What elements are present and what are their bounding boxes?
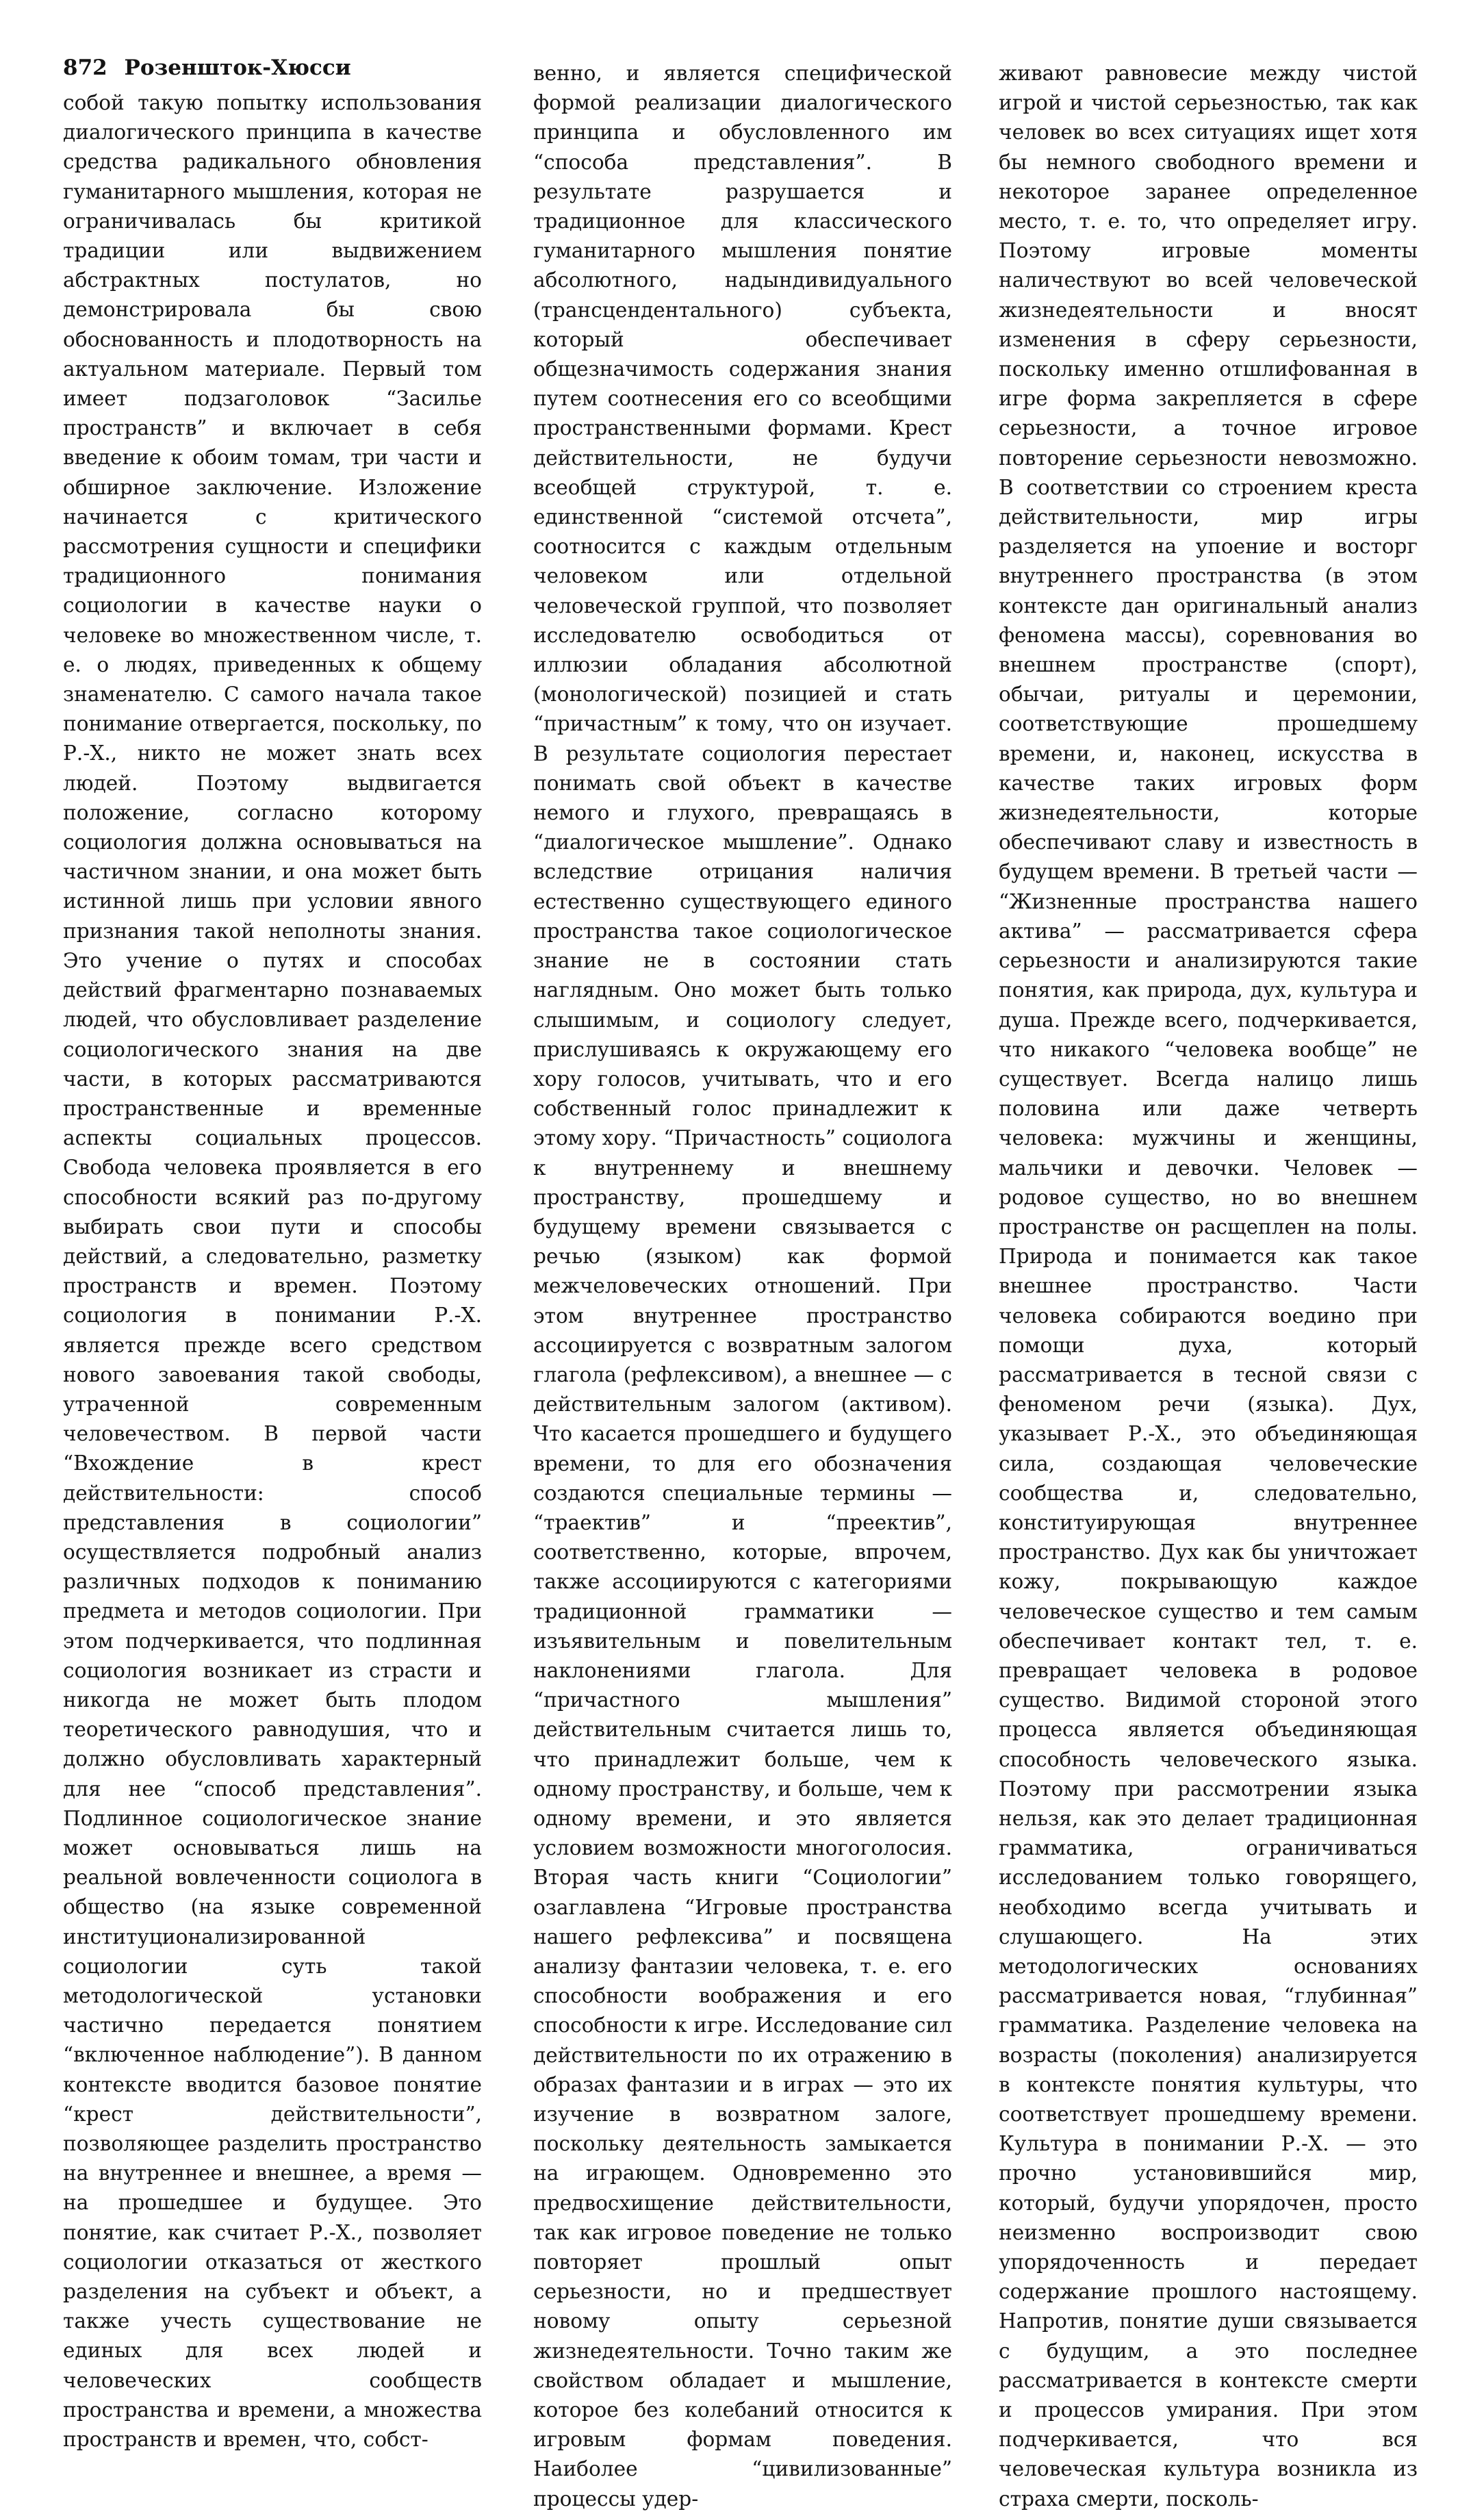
running-title: Розеншток-Хюсси	[124, 55, 351, 80]
page-header	[63, 55, 351, 80]
page-number: 872	[63, 55, 107, 80]
text-column-2: венно, и является специфической формой реализации диалогического принципа и обусловленного им “способа представления”. В результате разрушается и традиционное для классического гуманитарного мышления понятие абсолютного, надындивидуального (трансцендентального) субъекта, который обеспечивает общезначимость содержания знания путем соотнесения его со всеобщими пространственными формами. Крест действительности, не будучи всеобщей структурой, т. е. единственной “системой отсчета”, соотносится с каждым отдельным человеком или отдельной человеческой группой, что позволяет исследователю освободиться от иллюзии обладания абсолютной (монологической) позицией и стать “причастным” к тому, что он изучает. В результате социология перестает понимать свой объект в качестве немого и глухого, превращаясь в “диалогическое мышление”. Однако вследствие отрицания наличия естественно существующего единого пространства такое социологическое знание не в состоянии стать наглядным. Оно может быть только слышимым, и социологу следует, прислушиваясь к окружающему его хору голосов, учитывать, что и его собственный голос принадлежит к этому хору. “Причастность” социолога к внутреннему и внешнему пространству, прошедшему и будущему времени связывается с речью (языком) как формой межчеловеческих отношений. При этом внутреннее пространство ассоциируется с возвратным залогом глагола (рефлексивом), а внешнее — с действительным залогом (активом). Что касается прошедшего и будущего времени, то для его обозначения создаются специальные термины — “траектив” и “преектив”, соответственно, которые, впрочем, также ассоциируются с категориями традиционной грамматики — изъявительным и повелительным наклонениями глагола. Для “причастного мышления” действительным считается лишь то, что принадлежит больше, чем к одному пространству, и больше, чем к одному времени, и это является условием возможности многоголосия. Вторая часть книги “Социологии” озаглавлена “Игровые пространства нашего рефлексива” и посвящена анализу фантазии человека, т. е. его способности воображения и его способности к игре. Исследование сил действительности по их отражению в образах фантазии и в играх — это их изучение в возвратном залоге, поскольку деятельность замыкается на играющем. Одновременно это предвосхищение действительности, так как игровое поведение не только повторяет прошлый опыт серьезности, но и предшествует новому опыту серьезной жизнедеятельности. Точно таким же свойством обладает и мышление, которое без колебаний относится к игровым формам поведения. Наиболее “цивилизованные” процессы удер-	[533, 62, 952, 2511]
text-column-1: собой такую попытку использования диалогического принципа в качестве средства радикального обновления гуманитарного мышления, которая не ограничивалась бы критикой традиции или выдвижением абстрактных постулатов, но демонстрировала бы свою обоснованность и плодотворность на актуальном материале. Первый том имеет подзаголовок “Засилье пространств” и включает в себя введение к обоим томам, три части и обширное заключение. Изложение начинается с критического рассмотрения сущности и специфики традиционного понимания социологии в качестве науки о человеке во множественном числе, т. е. о людях, приведенных к общему знаменателю. С самого начала такое понимание отвергается, поскольку, по Р.-Х., никто не может знать всех людей. Поэтому выдвигается положение, согласно которому социология должна основываться на частичном знании, и она может быть истинной лишь при условии явного признания такой неполноты знания. Это учение о путях и способах действий фрагментарно познаваемых людей, что обусловливает разделение социологического знания на две части, в которых рассматриваются пространственные и временные аспекты социальных процессов. Свобода человека проявляется в его способности всякий раз по-другому выбирать свои пути и способы действий, а следовательно, разметку пространств и времен. Поэтому социология в понимании Р.-Х. является прежде всего средством нового завоевания такой свободы, утраченной современным человечеством. В первой части “Вхождение в крест действительности: способ представления в социологии” осуществляется подробный анализ различных подходов к пониманию предмета и методов социологии. При этом подчеркивается, что подлинная социология возникает из страсти и никогда не может быть плодом теоретического равнодушия, что и должно обусловливать характерный для нее “способ представления”. Подлинное социологическое знание может основываться лишь на реальной вовлеченности социолога в общество (на языке современной институционализированной социологии суть такой методологической установки частично передается понятием “включенное наблюдение”). В данном контексте вводится базовое понятие “крест действительности”, позволяющее разделить пространство на внутреннее и внешнее, а время — на прошедшее и будущее. Это понятие, как считает Р.-Х., позволяет социологии отказаться от жесткого разделения на субъект и объект, а также учесть существование не единых для всех людей и человеческих сообществ пространства и времени, а множества пространств и времен, что, собст-	[63, 91, 482, 2452]
text-column-3: живают равновесие между чистой игрой и чистой серьезностью, так как человек во всех ситуациях ищет хотя бы немного свободного времени и некоторое заранее определенное место, т. е. то, что определяет игру. Поэтому игровые моменты наличествуют во всей человеческой жизнедеятельности и вносят изменения в сферу серьезности, поскольку именно отшлифованная в игре форма закрепляется в сфере серьезности, а точное игровое повторение серьезности невозможно. В соответствии со строением креста действительности, мир игры разделяется на упоение и восторг внутреннего пространства (в этом контексте дан оригинальный анализ феномена массы), соревнования во внешнем пространстве (спорт), обычаи, ритуалы и церемонии, соответствующие прошедшему времени, и, наконец, искусства в качестве таких игровых форм жизнедеятельности, которые обеспечивают славу и известность в будущем времени. В третьей части — “Жизненные пространства нашего актива” — рассматривается сфера серьезности и анализируются такие понятия, как природа, дух, культура и душа. Прежде всего, подчеркивается, что никакого “человека вообще” не существует. Всегда налицо лишь половина или даже четверть человека: мужчины и женщины, мальчики и девочки. Человек — родовое существо, но во внешнем пространстве он расщеплен на полы. Природа и понимается как такое внешнее пространство. Части человека собираются воедино при помощи духа, который рассматривается в тесной связи с феноменом речи (языка). Дух, указывает Р.-Х., это объединяющая сила, создающая человеческие сообщества и, следовательно, конституирующая внутреннее пространство. Дух как бы уничтожает кожу, покрывающую каждое человеческое существо и тем самым обеспечивает контакт тел, т. е. превращает человека в родовое существо. Видимой стороной этого процесса является объединяющая способность человеческого языка. Поэтому при рассмотрении языка нельзя, как это делает традиционная грамматика, ограничиваться исследованием только говорящего, необходимо всегда учитывать и слушающего. На этих методологических основаниях рассматривается новая, “глубинная” грамматика. Разделение человека на возрасты (поколения) анализируется в контексте понятия культуры, что соответствует прошедшему времени. Культура в понимании Р.-Х. — это прочно установившийся мир, который, будучи упорядочен, просто неизменно воспроизводит свою упорядоченность и передает содержание прошлого настоящему. Напротив, понятие души связывается с будущим, а это последнее рассматривается в контексте смерти и процессов умирания. При этом подчеркивается, что вся человеческая культура возникла из страха смерти, посколь-	[999, 62, 1418, 2511]
